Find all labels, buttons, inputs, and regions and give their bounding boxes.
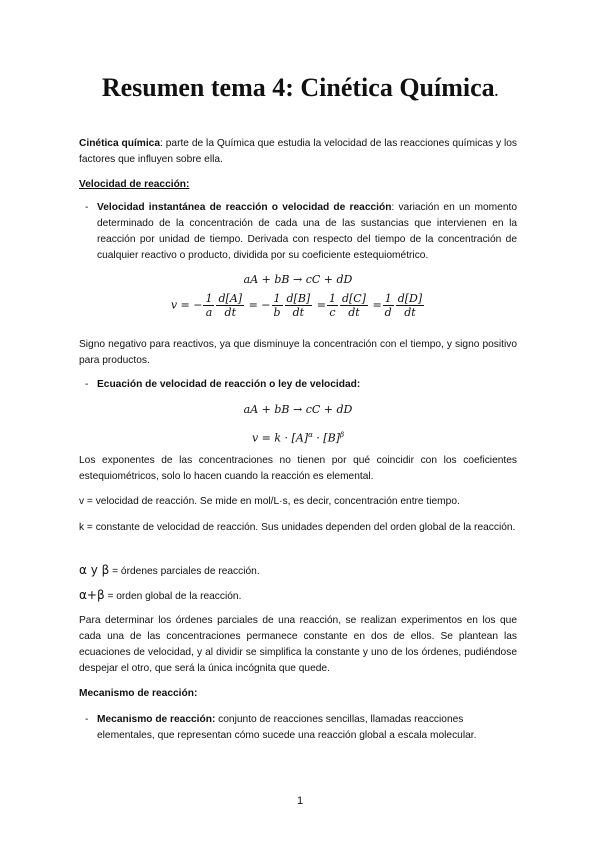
rate-law-base: v = k · [A] bbox=[251, 431, 309, 445]
rate-v: v = − bbox=[170, 298, 203, 312]
derivative-denominator: dt bbox=[404, 306, 416, 319]
sign-paragraph: Signo negativo para reactivos, ya que disminuye la concentración con el tiempo, y signo positivo para productos. bbox=[79, 339, 517, 366]
derivative-denominator: dt bbox=[224, 306, 236, 319]
partial-orders bbox=[79, 562, 517, 580]
fraction-a bbox=[203, 292, 214, 319]
rate-law-mid: · [B] bbox=[312, 431, 340, 445]
section-heading-velocidad-text: Velocidad de reacción: bbox=[79, 179, 190, 190]
fraction-numerator: 1 bbox=[384, 292, 392, 305]
exponent-beta: β bbox=[339, 431, 345, 439]
v-definition: v = velocidad de reacción. Se mide en mol/L·s, es decir, concentración entre tiempo. bbox=[79, 496, 460, 507]
fraction-numerator: 1 bbox=[273, 292, 281, 305]
fraction-denominator: b bbox=[273, 306, 281, 319]
equals: = bbox=[372, 298, 382, 312]
derivative-numerator: d[D] bbox=[397, 292, 423, 305]
derivative-numerator: d[A] bbox=[218, 292, 243, 305]
bullet-dash: - bbox=[85, 379, 89, 390]
rate-law-term: Ecuación de velocidad de reacción o ley de velocidad: bbox=[97, 379, 361, 390]
global-order-symbols: α+β bbox=[79, 588, 105, 602]
section-heading-mecanismo-text: Mecanismo de reacción: bbox=[79, 688, 198, 699]
bullet-dash: - bbox=[85, 714, 89, 725]
fraction-c bbox=[327, 292, 338, 319]
page-number: 1 bbox=[296, 795, 304, 807]
derivative-denominator: dt bbox=[348, 306, 360, 319]
global-order bbox=[79, 587, 517, 605]
fraction-d bbox=[383, 292, 394, 319]
exponent-alpha: α bbox=[308, 431, 313, 439]
partial-orders-symbols: α y β bbox=[79, 563, 110, 577]
title-text: Resumen tema 4: Cinética Química bbox=[101, 73, 495, 102]
derivative-b bbox=[285, 292, 313, 319]
intro-text: : parte de la Química que estudia la velocidad de las reacciones químicas y los factores que influyen sobre ella. bbox=[79, 138, 517, 165]
derivative-numerator: d[B] bbox=[286, 292, 311, 305]
fraction-numerator: 1 bbox=[328, 292, 336, 305]
fraction-numerator: 1 bbox=[205, 292, 213, 305]
fraction-b bbox=[272, 292, 283, 319]
reaction-equation-2: aA + bB → cC + dD bbox=[243, 403, 353, 416]
determination-paragraph: Para determinar los órdenes parciales de una reacción, se realizan experimentos en los que cada una de las concentraciones permanece constante en dos de ellos. Se plantean las ecuaciones de velocidad, y al dividir se simplifica la constante y uno de los órdenes, pudiéndose despejar el otro, que será la única incógnita que quede. bbox=[79, 615, 517, 674]
intro-term: Cinética química bbox=[79, 138, 161, 149]
intro-paragraph bbox=[79, 136, 517, 168]
fraction-denominator: c bbox=[329, 306, 336, 319]
partial-orders-text: = órdenes parciales de reacción. bbox=[109, 566, 260, 577]
section-heading-mecanismo bbox=[79, 686, 517, 702]
equals-minus: = − bbox=[248, 298, 271, 312]
derivative-d bbox=[396, 292, 424, 319]
derivative-a bbox=[216, 292, 244, 319]
bullet-dash: - bbox=[85, 202, 89, 213]
rate-law-heading bbox=[97, 377, 517, 393]
rate-law-equation bbox=[79, 427, 517, 447]
global-order-text: = orden global de la reacción. bbox=[104, 591, 242, 602]
derivative-numerator: d[C] bbox=[341, 292, 366, 305]
exponents-paragraph: Los exponentes de las concentraciones no tienen por qué coincidir con los coeficientes estequiométricos, solo lo hacen cuando la reacción es elemental. bbox=[79, 455, 517, 482]
mechanism-text: conjunto de reacciones sencillas, llamadas reacciones elementales, que representan cómo sucede una reacción global a escala molecular. bbox=[97, 714, 477, 741]
definition-term: Velocidad instantánea de reacción o velocidad de reacción bbox=[97, 202, 392, 213]
mechanism-term: Mecanismo de reacción: bbox=[97, 714, 216, 725]
k-definition: k = constante de velocidad de reacción. Sus unidades dependen del orden global de la reacción. bbox=[79, 522, 516, 533]
definition-text: : variación en un momento determinado de la concentración de cada una de las sustancias que intervienen en la reacción por unidad de tiempo. Derivada con respecto del tiempo de la concentración de cualquier reactivo o producto, dividida por su coeficiente estequiométrico. bbox=[97, 202, 517, 261]
derivative-denominator: dt bbox=[292, 306, 305, 319]
section-heading-velocidad bbox=[79, 177, 517, 193]
reaction-equation: aA + bB → cC + dD bbox=[243, 273, 353, 286]
mechanism-definition bbox=[97, 712, 517, 744]
definition-velocidad-instantanea bbox=[97, 200, 517, 264]
title-dot: . bbox=[494, 85, 499, 100]
fraction-denominator: d bbox=[384, 306, 392, 319]
derivative-c bbox=[340, 292, 368, 319]
fraction-denominator: a bbox=[205, 306, 213, 319]
equals: = bbox=[316, 298, 326, 312]
page-title bbox=[0, 72, 600, 109]
rate-equation bbox=[79, 292, 517, 319]
